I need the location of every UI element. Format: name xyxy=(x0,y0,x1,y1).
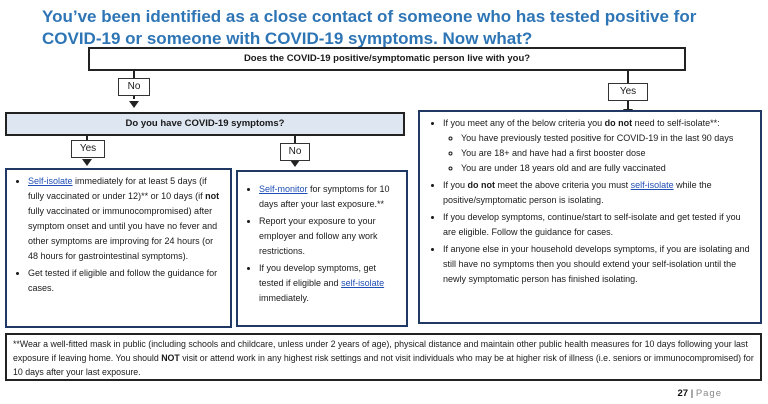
page-title: You’ve been identified as a close contact of someone who has tested positive for COVID-19 or someone with COVID-19 symptoms. Now what? xyxy=(42,7,697,48)
list-item: • If anyone else in your household develops symptoms, if you are isolating and still have no symptoms then you should extend your self-isolation until the newly symptomatic person has finished isolating. xyxy=(443,242,754,287)
question-lives-with-you: Does the COVID-19 positive/symptomatic person live with you? xyxy=(88,47,686,71)
self-isolate-link[interactable]: self-isolate xyxy=(630,180,674,190)
list-item: • Self-monitor for symptoms for 10 days after your last exposure.** xyxy=(259,182,400,212)
panel-has-symptoms xyxy=(5,168,232,328)
list-item: • Report your exposure to your employer and follow any work restrictions. xyxy=(259,214,400,259)
list-item: • If you develop symptoms, continue/start to self-isolate and get tested if you are eligible. Follow the guidance for cases. xyxy=(443,210,754,240)
self-isolate-link[interactable]: self-isolate xyxy=(341,278,385,288)
self-isolate-link[interactable]: Self-isolate xyxy=(28,176,73,186)
list-item: • If you do not meet the above criteria you must self-isolate while the positive/symptomatic person is isolating. xyxy=(443,178,754,208)
panel-household-contact xyxy=(418,110,762,324)
arrow-down-icon xyxy=(290,160,300,167)
answer-no-label: No xyxy=(118,78,150,96)
answer-yes-label: Yes xyxy=(608,83,648,101)
arrow-down-icon xyxy=(82,159,92,166)
arrow-down-icon xyxy=(129,101,139,108)
answer-yes-label: Yes xyxy=(71,140,105,158)
footnote: **Wear a well-fitted mask in public (including schools and childcare, unless under 2 years of age), physical distance and maintain other public health measures for 10 days following your last exposure if leaving home. You should NOT visit or attend work in any highest risk settings and not visit individuals who may be at higher risk of illness (i.e. seniors or immunocompromised) for 10 days after your last exposure. xyxy=(5,333,762,381)
list-item: • If you meet any of the below criteria you do not need to self-isolate**: ◦ You have previously tested positive for COVID-19 in the last 90 days ◦ You are 18+ and have had a first booster dose ◦ You are under 18 years old and are fully vaccinated xyxy=(443,116,754,176)
page-number: 27 | Page xyxy=(677,388,722,399)
list-item: • Self-isolate immediately for at least 5 days (if fully vaccinated or under 12)** or 10 days (if not fully vaccinated or immunocompromised) after symptom onset and until you have no fever and other symptoms are improving for 24 hours (or 48 hours for gastrointestinal symptoms). xyxy=(28,174,224,264)
list-item: • Get tested if eligible and follow the guidance for cases. xyxy=(28,266,224,296)
criteria-item: ◦ You are under 18 years old and are fully vaccinated xyxy=(461,161,754,176)
question-symptoms: Do you have COVID-19 symptoms? xyxy=(5,112,405,136)
answer-no-label: No xyxy=(280,143,310,161)
self-monitor-link[interactable]: Self-monitor xyxy=(259,184,308,194)
criteria-item: ◦ You are 18+ and have had a first booster dose xyxy=(461,146,754,161)
panel-no-symptoms xyxy=(236,170,408,327)
criteria-item: ◦ You have previously tested positive for COVID-19 in the last 90 days xyxy=(461,131,754,146)
list-item: • If you develop symptoms, get tested if eligible and self-isolate immediately. xyxy=(259,261,400,306)
